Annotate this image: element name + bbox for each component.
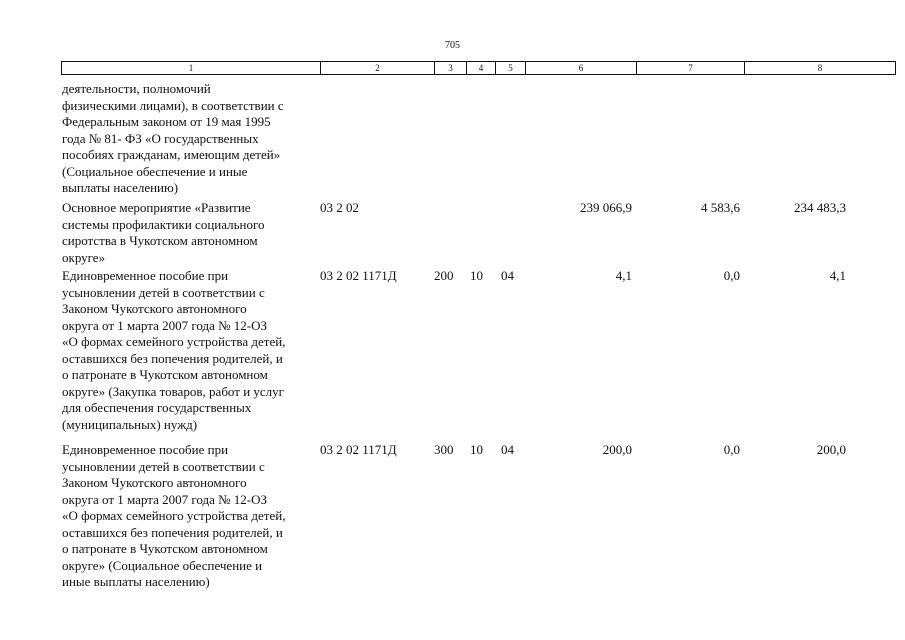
description-line: усыновлении детей в соответствии с [62,284,265,300]
amount-total: 4,1 [615,268,632,283]
description-line: оставшихся без попечения родителей, и [62,350,283,366]
column-number-2: 2 [321,62,435,74]
description-line: для обеспечения государственных [62,400,252,415]
row-description [62,268,324,433]
column-number-4: 4 [467,62,496,74]
amount-result: 4,1 [829,268,846,283]
column-number-header [61,61,896,75]
amount-total: 239 066,9 [580,200,632,215]
row-description [62,200,324,266]
budget-code: 03 2 02 [320,200,359,215]
description-line: о патронате в Чукотском автономном [62,367,268,382]
description-line: округе» (Закупка товаров, работ и услуг [62,383,284,399]
description-line: усыновлении детей в соответствии с [62,458,265,474]
amount-change: 0,0 [723,442,740,457]
description-line: Единовременное пособие при [62,268,229,283]
column-number-5: 5 [496,62,526,74]
column-number-7: 7 [637,62,745,74]
description-line: системы профилактики социального [62,216,265,232]
description-line: сиротства в Чукотском автономном [62,233,258,248]
amount-change: 0,0 [723,268,740,283]
budget-code: 03 2 02 1171Д [320,442,397,457]
description-line: округе» (Социальное обеспечение и [62,557,263,573]
description-line: округа от 1 марта 2007 года № 12-ОЗ [62,491,268,507]
amount-result: 234 483,3 [794,200,846,215]
subsection: 04 [501,442,514,457]
description-line: (муниципальных) нужд) [62,416,198,432]
amount-change: 4 583,6 [701,200,740,215]
expense-type: 300 [434,442,454,457]
description-line: Единовременное пособие при [62,442,229,457]
description-line: пособиях гражданам, имеющим детей» [62,147,281,162]
description-line: оставшихся без попечения родителей, и [62,524,283,540]
description-line: Законом Чукотского автономного [62,475,247,490]
description-line: о патронате в Чукотском автономном [62,541,268,556]
description-line: округе» [62,249,106,265]
column-number-6: 6 [526,62,637,74]
description-line: Основное мероприятие «Развитие [62,200,251,215]
amount-result: 200,0 [816,442,846,457]
section: 10 [470,268,483,283]
description-line: физическими лицами), в соответствии с [62,97,284,113]
expense-type: 200 [434,268,454,283]
column-number-3: 3 [435,62,467,74]
column-number-8: 8 [817,63,823,73]
budget-code: 03 2 02 1171Д [320,268,397,283]
row-description [62,81,324,197]
description-line: деятельности, полномочий [62,81,211,96]
description-line: «О формах семейного устройства детей, [62,334,286,349]
description-line: Законом Чукотского автономного [62,301,247,316]
section: 10 [470,442,483,457]
amount-total: 200,0 [602,442,632,457]
subsection: 04 [501,268,514,283]
description-line: года № 81- ФЗ «О государственных [62,130,259,146]
page-number: 705 [445,40,460,51]
row-description [62,442,324,591]
column-number-1: 1 [62,62,321,74]
description-line: Федеральным законом от 19 мая 1995 [62,114,271,129]
description-line: (Социальное обеспечение и иные [62,163,248,179]
description-line: «О формах семейного устройства детей, [62,508,286,523]
description-line: выплаты населению) [62,180,179,195]
description-line: округа от 1 марта 2007 года № 12-ОЗ [62,317,268,333]
description-line: иные выплаты населению) [62,574,210,589]
